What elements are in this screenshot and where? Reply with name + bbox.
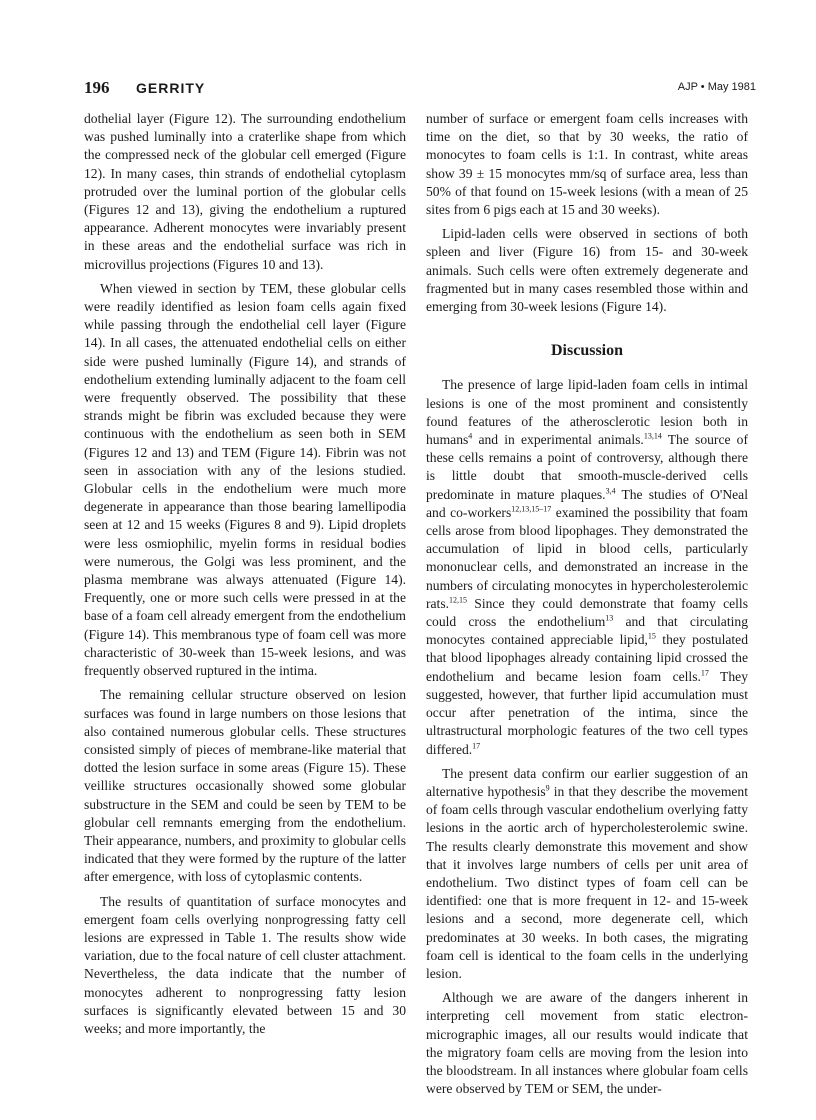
- citation-ref: 4: [468, 431, 473, 441]
- citation-ref: 13,14: [643, 431, 662, 441]
- running-header: [84, 78, 756, 100]
- citation-ref: 15: [647, 631, 656, 641]
- citation-ref: 13: [605, 613, 614, 623]
- page-number: 196: [84, 78, 110, 97]
- citation-ref: 3,4: [605, 486, 616, 496]
- paragraph: The presence of large lipid-laden foam cells in intimal lesions is one of the most prominent and consistently found features of the atherosclerotic lesion both in humans$^4$ and in experimental animals.$^{13,14}$ The source of these cells remains a point of controversy, although there is little doubt that smooth-muscle-derived cells predominate in mature plaques.$^{3,4}$ The studies of O'Neal and co-workers$^{12,13,15-17}$ examined the possibility that foam cells arose from blood lipophages. They demonstrated the accumulation of lipid in blood cells, particularly mononuclear cells, and demonstrated an increase in the numbers of circulating monocytes in hypercholesterolemic rats.$^{12,15}$ Since they could demonstrate that foamy cells could cross the endothelium$^{13}$ and that circulating monocytes contained appreciable lipid,$^{15}$ they postulated that blood lipophages already containing lipid crossed the endothelium and became lesion foam cells.$^{17}$ They suggested, however, that further lipid accumulation must occur after penetration of the intima, since the ultrastructural morphologic features of the two cell types differed.$^{17}$: [426, 377, 749, 757]
- paragraph: dothelial layer (Figure 12). The surrounding endothelium was pushed luminally into a craterlike shape from which the compressed neck of the globular cell emerged (Figure 12). In many cases, thin strands of endothelial cytoplasm protruded over the luminal portion of the globular cells (Figures 12 and 13), giving the endothelium a ruptured appearance. Adherent monocytes were invariably present in these areas and the endothelial surface was rich in microvillus projections (Figures 10 and 13).: [84, 111, 406, 272]
- paragraph: When viewed in section by TEM, these globular cells were readily identified as lesion foam cells again fixed while passing through the endothelial cell layer (Figure 14). In all cases, the attenuated endothelial cells on either side were pushed luminally (Figure 14), and strands of endothelium extending luminally adjacent to the foam cell were frequently observed. The possibility that these strands might be fibrin was excluded because they were continuous with the endothelium as seen both in SEM (Figures 12 and 13) and TEM (Figure 14). Fibrin was not seen in association with any of the lesions studied. Globular cells in the endothelium were much more degenerate in appearance than those bearing lamellipodia seen at 12 and 15 weeks (Figures 8 and 9). Lipid droplets were less osmiophilic, myelin forms in residual bodies were numerous, the Golgi was less prominent, and the plasma membrane was always attenuated (Figure 14). Frequently, one or more such cells were pressed in at the base of a foam cell already emergent from the endothelium (Figure 14). This membranous type of foam cell was more characteristic of 30-week than 15-week lesions, and was frequently observed ruptured in the intima.: [84, 280, 406, 679]
- paragraph: Lipid-laden cells were observed in sections of both spleen and liver (Figure 16) from 15- and 30-week animals. Such cells were often extremely degenerate and fragmented but in many cases resembled those within and emerging from 30-week lesions (Figure 14).: [426, 226, 748, 315]
- paragraph: The present data confirm our earlier suggestion of an alternative hypothesis$^9$ in that they describe the movement of foam cells through vascular endothelium overlying fatty lesions in the aortic arch of hypercholesterolemic swine. The results clearly demonstrate this movement and show that it involves large numbers of cells per unit area of endothelium. Two distinct types of foam cell can be identified: one that is more frequent in 12- and 15-week lesions and a second, more degenerate cell, which predominates at 30 weeks. In both cases, the migrating foam cell is identical to the foam cells in the underlying lesion.: [426, 765, 748, 981]
- citation-ref: 17: [472, 740, 481, 750]
- journal-citation: AJP • May 1981: [677, 81, 756, 93]
- left-column: [84, 110, 406, 1038]
- citation-ref: 12,15: [449, 595, 468, 605]
- paragraph: The remaining cellular structure observed on lesion surfaces was found in large numbers on those lesions that also contained numerous globular cells. These structures consisted simply of pieces of membrane-like material that dotted the lesion surface in some areas (Figure 15). These veillike structures occasionally showed some globular substructure in the SEM and could be seen by TEM to be globular cell remnants emerging from the endothelium. Their appearance, numbers, and proximity to globular cells indicated that they were formed by the rupture of the latter after emergence, with loss of cytoplasmic contents.: [84, 687, 406, 885]
- section-heading-discussion: Discussion: [550, 342, 624, 360]
- right-column: [426, 110, 748, 1098]
- paragraph: The results of quantitation of surface monocytes and emergent foam cells overlying nonprogressing fatty cell lesions are expressed in Table 1. The results show wide variation, due to the focal nature of cell cluster attachment. Nevertheless, the data indicate that the number of monocytes adherent to nonprogressing fatty lesion surfaces is significantly elevated between 15 and 30 weeks; and more importantly, the: [84, 893, 406, 1036]
- citation-ref: 9: [545, 783, 550, 793]
- running-author: GERRITY: [136, 80, 206, 96]
- citation-ref: 17: [700, 668, 709, 678]
- paragraph: number of surface or emergent foam cells increases with time on the diet, so that by 30 weeks, the ratio of monocytes to foam cells is 1:1. In contrast, white areas show 39 ± 15 monocytes mm/sq of surface area, less than 50% of that found on 15-week lesions (with a mean of 25 sites from 6 pigs each at 15 and 30 weeks).: [426, 111, 748, 218]
- citation-ref: 12,13,15–17: [511, 504, 552, 514]
- paragraph: Although we are aware of the dangers inherent in interpreting cell movement from static electron-micrographic images, all our results would indicate that the migratory foam cells are moving from the lesion into the bloodstream. In all instances where globular foam cells were observed by TEM or SEM, the under-: [426, 990, 748, 1097]
